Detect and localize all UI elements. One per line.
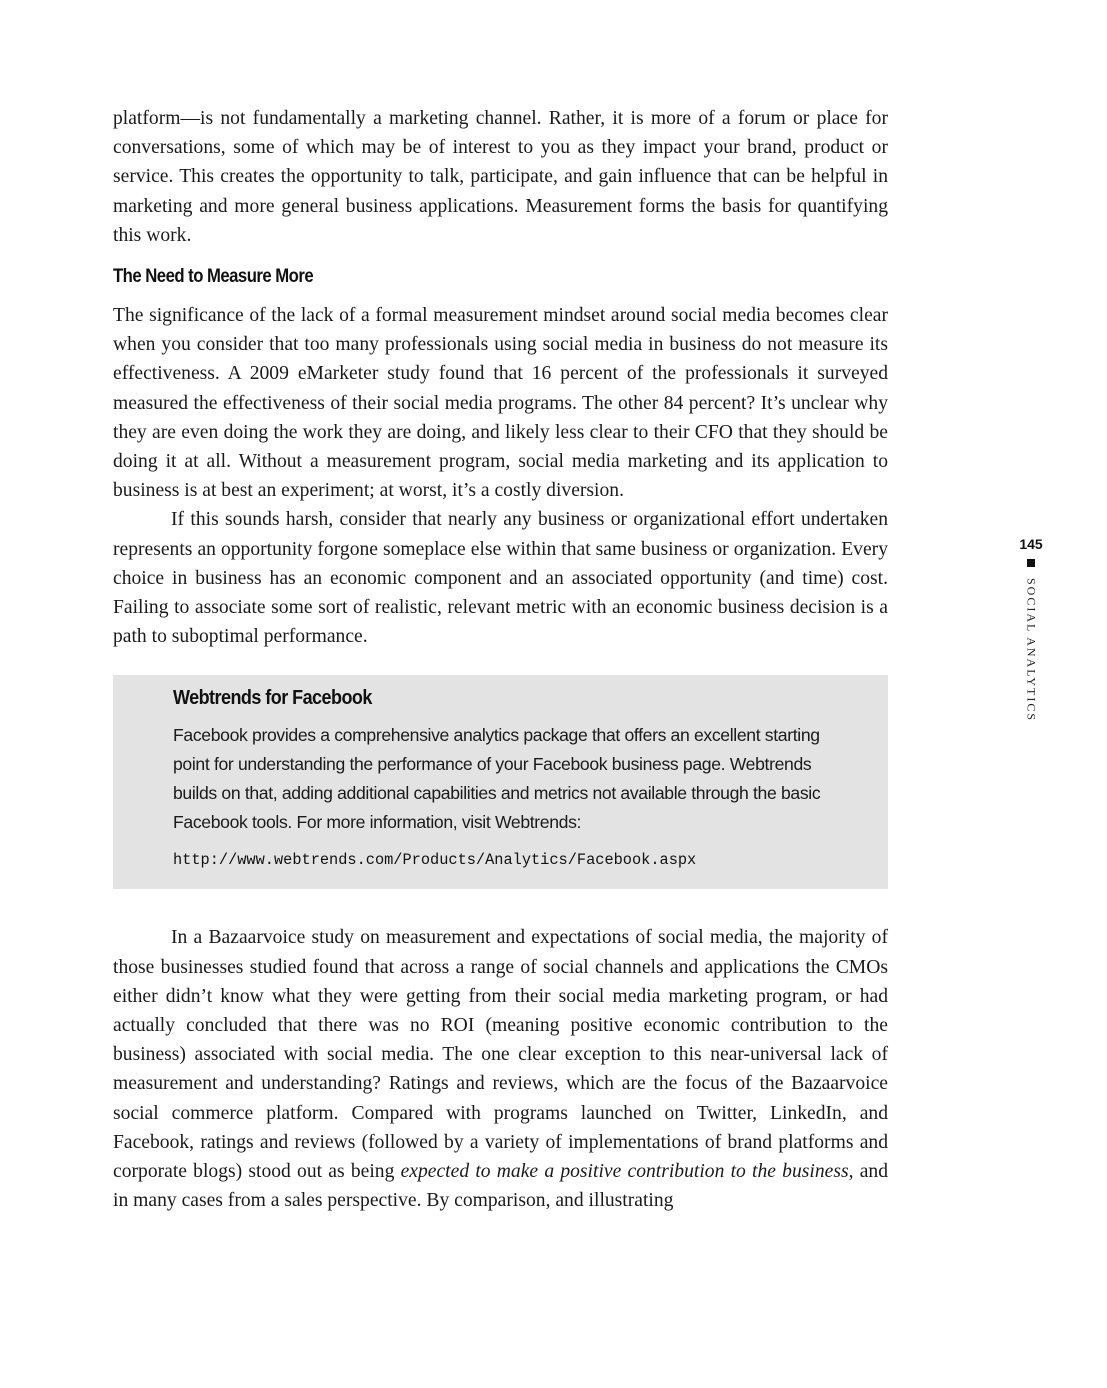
sidebar-url[interactable]: http://www.webtrends.com/Products/Analytics/Facebook.aspx <box>173 851 697 870</box>
margin-tab <box>1016 536 1046 567</box>
section-heading: The Need to Measure More <box>113 266 314 288</box>
square-marker-icon <box>1027 559 1035 567</box>
sidebar-body: Facebook provides a comprehensive analytics package that offers an excellent starting point for understanding the performance of your Facebook business page. Webtrends builds on that, adding additional capabilities and metrics not available through the basic Facebook tools. For more information, visit Webtrends: <box>173 725 821 833</box>
paragraph-measurement-mindset: The significance of the lack of a formal measurement mindset around social media becomes clear when you consider that too many professionals using social media in business do not measure its effectiveness. A 2009 eMarketer study found that 16 percent of the professionals it surveyed measured the effectiveness of their social media programs. The other 84 percent? It’s unclear why they are even doing the work they are doing, and likely less clear to their CFO that they should be doing it at all. Without a measurement program, social media marketing and its application to business is at best an experiment; at worst, it’s a costly diversion. <box>113 305 888 502</box>
sidebar-box <box>113 675 888 889</box>
paragraph-text-part: In a Bazaarvoice study on measurement and expectations of social media, the majority of those businesses studied found that across a range of social channels and applications the CMOs either didn’t know what they were getting from their social media marketing program, or had actually concluded that there was no ROI (meaning positive economic contribution to the business) associated with social media. The one clear exception to this near-universal lack of measurement and understanding? Ratings and reviews, which are the focus of the Bazaarvoice social commerce platform. Compared with programs launched on Twitter, LinkedIn, and Facebook, ratings and reviews (followed by a variety of implementations of brand platforms and corporate blogs) stood out as being <box>113 927 888 1183</box>
running-head: SOCIAL ANALYTICS <box>1024 578 1039 723</box>
paragraph-text-part: , and in many cases from a sales perspective. By comparison, and illustrating <box>113 1161 888 1212</box>
sidebar-title: Webtrends for Facebook <box>173 687 372 710</box>
paragraph-intro: platform—is not fundamentally a marketing channel. Rather, it is more of a forum or place for conversations, some of which may be of interest to you as they impact your brand, product or service. This creates the opportunity to talk, participate, and gain influence that can be helpful in marketing and more general business applications. Measurement forms the basis for quantifying this work. <box>113 108 888 246</box>
paragraph-opportunity-cost: If this sounds harsh, consider that nearly any business or organizational effort undertaken represents an opportunity forgone someplace else within that same business or organization. Every choice in business has an economic component and an associated opportunity (and time) cost. Failing to associate some sort of realistic, relevant metric with an economic business decision is a path to suboptimal performance. <box>113 509 888 648</box>
paragraph-bazaarvoice-study <box>113 923 888 1215</box>
page-number: 145 <box>1019 536 1043 552</box>
page-body <box>113 104 888 1215</box>
paragraph-italic-phrase: expected to make a positive contribution to the business <box>400 1161 849 1183</box>
